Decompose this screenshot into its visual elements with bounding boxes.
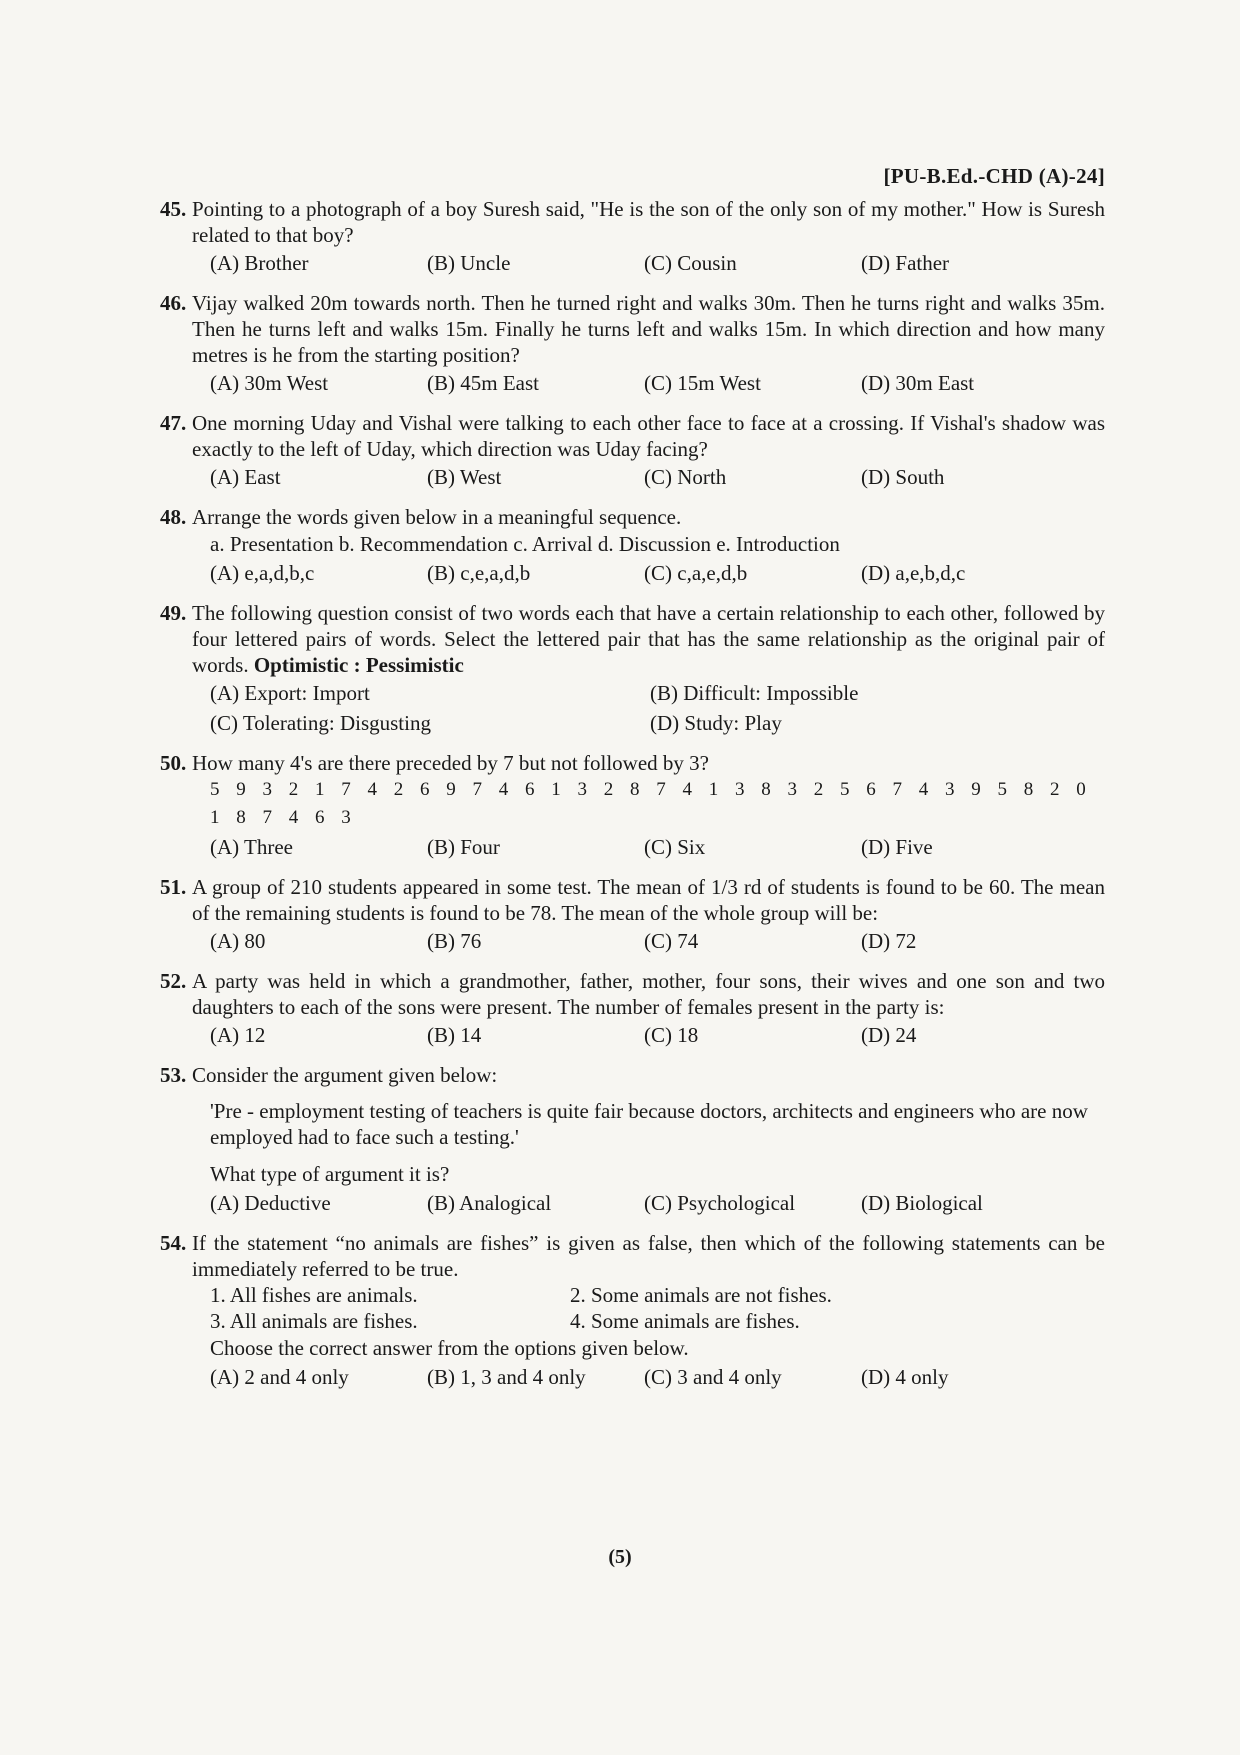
option-d: (D) 30m East [861,371,975,395]
option-c: (C) 74 [644,929,699,953]
option-d: (D) South [861,465,945,489]
argument-quote: 'Pre - employment testing of teachers is quite fair because doctors, architects and engineers who are now employed had to face such a testing.' [210,1099,1088,1149]
option-c: (C) c,a,e,d,b [644,561,748,585]
question-number: 54. [160,1231,187,1255]
option-d: (D) Biological [861,1191,983,1215]
question-text: How many 4's are there preceded by 7 but not followed by 3? [192,751,709,775]
question-text: The following question consist of two words each that have a certain relationship to each other, followed by four lettered pairs of words. Select the lettered pair that has the same relationship as the original pair of words. [192,601,1105,677]
option-b: (B) Four [427,835,500,859]
question-number: 47. [160,411,187,435]
question-49 [160,600,1105,738]
option-a: (A) 12 [210,1023,266,1047]
option-c: (C) 15m West [644,371,761,395]
option-b: (B) 1, 3 and 4 only [427,1365,586,1389]
options [210,558,1105,588]
option-d: (D) 72 [861,929,917,953]
question-text: Vijay walked 20m towards north. Then he turned right and walks 30m. Then he turns right and walks 35m. Then he turns left and walks 15m. Finally he turns left and walks 15m. In which direction and how many metres is he from the starting position? [192,291,1105,367]
option-d: (D) 4 only [861,1365,949,1389]
option-b: (B) 45m East [427,371,539,395]
question-prompt: What type of argument it is? [210,1162,450,1186]
number-sequence: 5 9 3 2 1 7 4 2 6 9 7 4 6 1 3 2 8 7 4 1 3 8 3 2 5 6 7 4 3 9 5 8 2 0 1 8 7 4 6 3 [210,779,1092,828]
option-c: (C) Tolerating: Disgusting [210,711,431,735]
option-d: (D) 24 [861,1023,917,1047]
question-number: 46. [160,291,187,315]
statement-4: 4. Some animals are fishes. [570,1309,800,1333]
options [210,832,1105,862]
question-47 [160,410,1105,492]
question-54 [160,1230,1105,1392]
option-c: (C) Psychological [644,1191,796,1215]
question-text: Arrange the words given below in a meaningful sequence. [192,505,682,529]
paper-code-header: [PU-B.Ed.-CHD (A)-24] [883,164,1105,188]
option-a: (A) Export: Import [210,681,370,705]
option-d: (D) Five [861,835,933,859]
statement-list [210,1282,1105,1334]
statement-2: 2. Some animals are not fishes. [570,1283,832,1307]
question-46 [160,290,1105,398]
statement-1: 1. All fishes are animals. [210,1283,418,1307]
question-number: 51. [160,875,187,899]
question-52 [160,968,1105,1050]
option-c: (C) 18 [644,1023,699,1047]
question-48 [160,504,1105,588]
option-b: (B) 76 [427,929,482,953]
option-b: (B) Uncle [427,251,511,275]
option-a: (A) 2 and 4 only [210,1365,349,1389]
question-text: A party was held in which a grandmother, father, mother, four sons, their wives and one son and two daughters to each of the sons were present. The number of females present in the party is: [192,969,1105,1019]
question-prompt: Choose the correct answer from the options given below. [210,1336,689,1360]
option-a: (A) 30m West [210,371,329,395]
question-text: Consider the argument given below: [192,1063,498,1087]
options [210,678,1105,738]
question-number: 45. [160,197,187,221]
option-c: (C) Cousin [644,251,737,275]
option-b: (B) Difficult: Impossible [650,681,859,705]
options [210,1362,1105,1392]
option-d: (D) Study: Play [650,711,782,735]
option-a: (A) Three [210,835,293,859]
option-a: (A) Deductive [210,1191,331,1215]
option-a: (A) e,a,d,b,c [210,561,315,585]
option-a: (A) Brother [210,251,309,275]
option-d: (D) Father [861,251,950,275]
question-number: 53. [160,1063,187,1087]
question-number: 48. [160,505,187,529]
options [210,368,1105,398]
question-text: Pointing to a photograph of a boy Suresh said, "He is the son of the only son of my mother." How is Suresh related to that boy? [192,197,1105,247]
option-b: (B) Analogical [427,1191,552,1215]
option-a: (A) 80 [210,929,266,953]
options [210,1020,1105,1050]
option-b: (B) c,e,a,d,b [427,561,531,585]
question-number: 49. [160,601,187,625]
options [210,462,1105,492]
questions-container [160,196,1105,1404]
question-51 [160,874,1105,956]
option-a: (A) East [210,465,281,489]
options [210,1188,1105,1218]
page-number: (5) [608,1546,632,1568]
options [210,248,1105,278]
option-c: (C) Six [644,835,706,859]
question-text: If the statement “no animals are fishes” is given as false, then which of the following statements can be immediately referred to be true. [192,1231,1105,1281]
options [210,926,1105,956]
option-b: (B) 14 [427,1023,482,1047]
question-53 [160,1062,1105,1218]
question-number: 50. [160,751,187,775]
word-pair: Optimistic : Pessimistic [253,653,464,677]
statement-3: 3. All animals are fishes. [210,1309,418,1333]
question-text: One morning Uday and Vishal were talking to each other face to face at a crossing. If Vishal's shadow was exactly to the left of Uday, which direction was Uday facing? [192,411,1105,461]
option-c: (C) 3 and 4 only [644,1365,782,1389]
question-number: 52. [160,969,187,993]
question-text: A group of 210 students appeared in some test. The mean of 1/3 rd of students is found to be 60. The mean of the remaining students is found to be 78. The mean of the whole group will be: [192,875,1105,925]
option-c: (C) North [644,465,727,489]
option-b: (B) West [427,465,502,489]
question-50 [160,750,1105,862]
word-list: a. Presentation b. Recommendation c. Arrival d. Discussion e. Introduction [210,532,840,556]
question-45 [160,196,1105,278]
option-d: (D) a,e,b,d,c [861,561,966,585]
